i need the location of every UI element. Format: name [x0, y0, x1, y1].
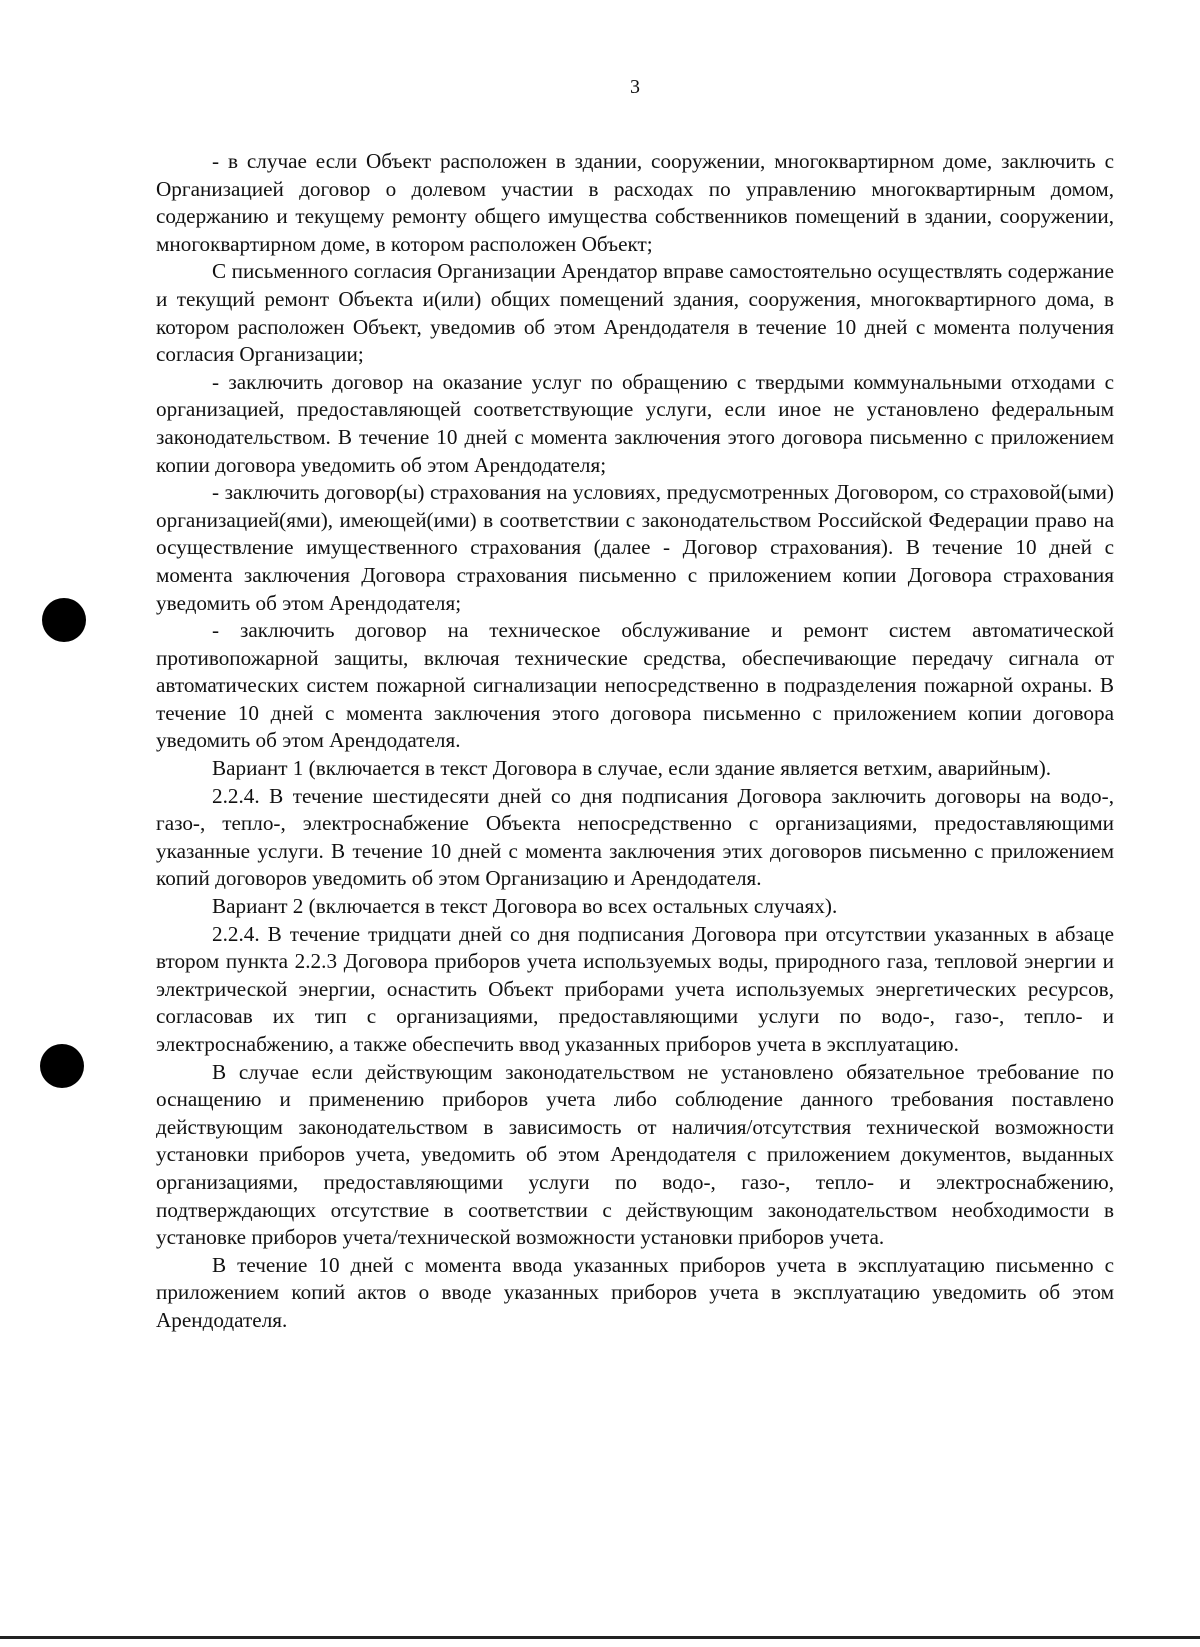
punch-hole-mark	[40, 1044, 84, 1088]
paragraph-fire-protection-contract: - заключить договор на техническое обслуживание и ремонт систем автоматической противопожарной защиты, включая технические средства, обеспечивающие передачу сигнала от автоматических систем пожарной сигнализации непосредственно в подразделения пожарной охраны. В течение 10 дней с момента заключения этого договора письменно с приложением копии договора уведомить об этом Арендодателя.	[156, 618, 1114, 753]
page-number: 3	[630, 76, 640, 98]
punch-hole-mark	[42, 598, 86, 642]
paragraph-common-property-agreement: - в случае если Объект расположен в здании, сооружении, многоквартирном доме, заключить с Организацией договор о долевом участии в расходах по управлению многоквартирным домом, содержанию и текущему ремонту общего имущества собственников помещений в здании, сооружении, многоквартирном доме, в котором расположен Объект;	[156, 149, 1114, 256]
page-bottom-edge	[0, 1636, 1200, 1639]
paragraph-insurance-contract: - заключить договор(ы) страхования на условиях, предусмотренных Договором, со страховой(ыми) организацией(ями), имеющей(ими) в соответствии с законодательством Российской Федерации право на осуществление имущественного страхования (далее - Договор страхования). В течение 10 дней с момента заключения Договора страхования письменно с приложением копии Договора страхования уведомить об этом Арендодателя;	[156, 480, 1114, 615]
paragraph-variant-2-heading: Вариант 2 (включается в текст Договора во всех остальных случаях).	[212, 894, 838, 919]
paragraph-metering-exemption: В случае если действующим законодательством не установлено обязательное требование по оснащению и применению приборов учета либо соблюдение данного требования поставлено действующим законодательством в зависимость от наличия/отсутствия технической возможности установки приборов учета, уведомить об этом Арендодателя с приложением документов, выданных организациями, предоставляющими услуги по водо-, газо-, тепло- и электроснабжению, подтверждающих отсутствие в соответствии с действующим законодательством необходимости в установке приборов учета/технической возможности установки приборов учета.	[156, 1059, 1114, 1250]
paragraph-clause-2-2-4-variant-2: 2.2.4. В течение тридцати дней со дня подписания Договора при отсутствии указанных в абзаце втором пункта 2.2.3 Договора приборов учета используемых воды, природного газа, тепловой энергии и электрической энергии, оснастить Объект приборами учета используемых энергетических ресурсов, согласовав их тип с организациями, предоставляющими услуги по водо-, газо-, тепло- и электроснабжению, а также обеспечить ввод указанных приборов учета в эксплуатацию.	[156, 921, 1114, 1056]
paragraph-self-maintenance-consent: С письменного согласия Организации Арендатор вправе самостоятельно осуществлять содержание и текущий ремонт Объекта и(или) общих помещений здания, сооружения, многоквартирного дома, в котором расположен Объект, уведомив об этом Арендодателя в течение 10 дней с момента получения согласия Организации;	[156, 259, 1114, 367]
document-body	[156, 148, 1114, 1335]
paragraph-metering-notification: В течение 10 дней с момента ввода указанных приборов учета в эксплуатацию письменно с приложением копий актов о вводе указанных приборов учета в эксплуатацию уведомить об этом Арендодателя.	[156, 1252, 1114, 1332]
paragraph-waste-disposal-contract: - заключить договор на оказание услуг по обращению с твердыми коммунальными отходами с организацией, предоставляющей соответствующие услуги, если иное не установлено федеральным законодательством. В течение 10 дней с момента заключения этого договора письменно с приложением копии договора уведомить об этом Арендодателя;	[156, 369, 1114, 477]
paragraph-variant-1-heading: Вариант 1 (включается в текст Договора в случае, если здание является ветхим, аварийным).	[212, 756, 1052, 781]
paragraph-clause-2-2-4-variant-1: 2.2.4. В течение шестидесяти дней со дня подписания Договора заключить договоры на водо-, газо-, тепло-, электроснабжение Объекта непосредственно с организациями, предоставляющими указанные услуги. В течение 10 дней с момента заключения этих договоров письменно с приложением копий договоров уведомить об этом Организацию и Арендодателя.	[156, 783, 1114, 891]
